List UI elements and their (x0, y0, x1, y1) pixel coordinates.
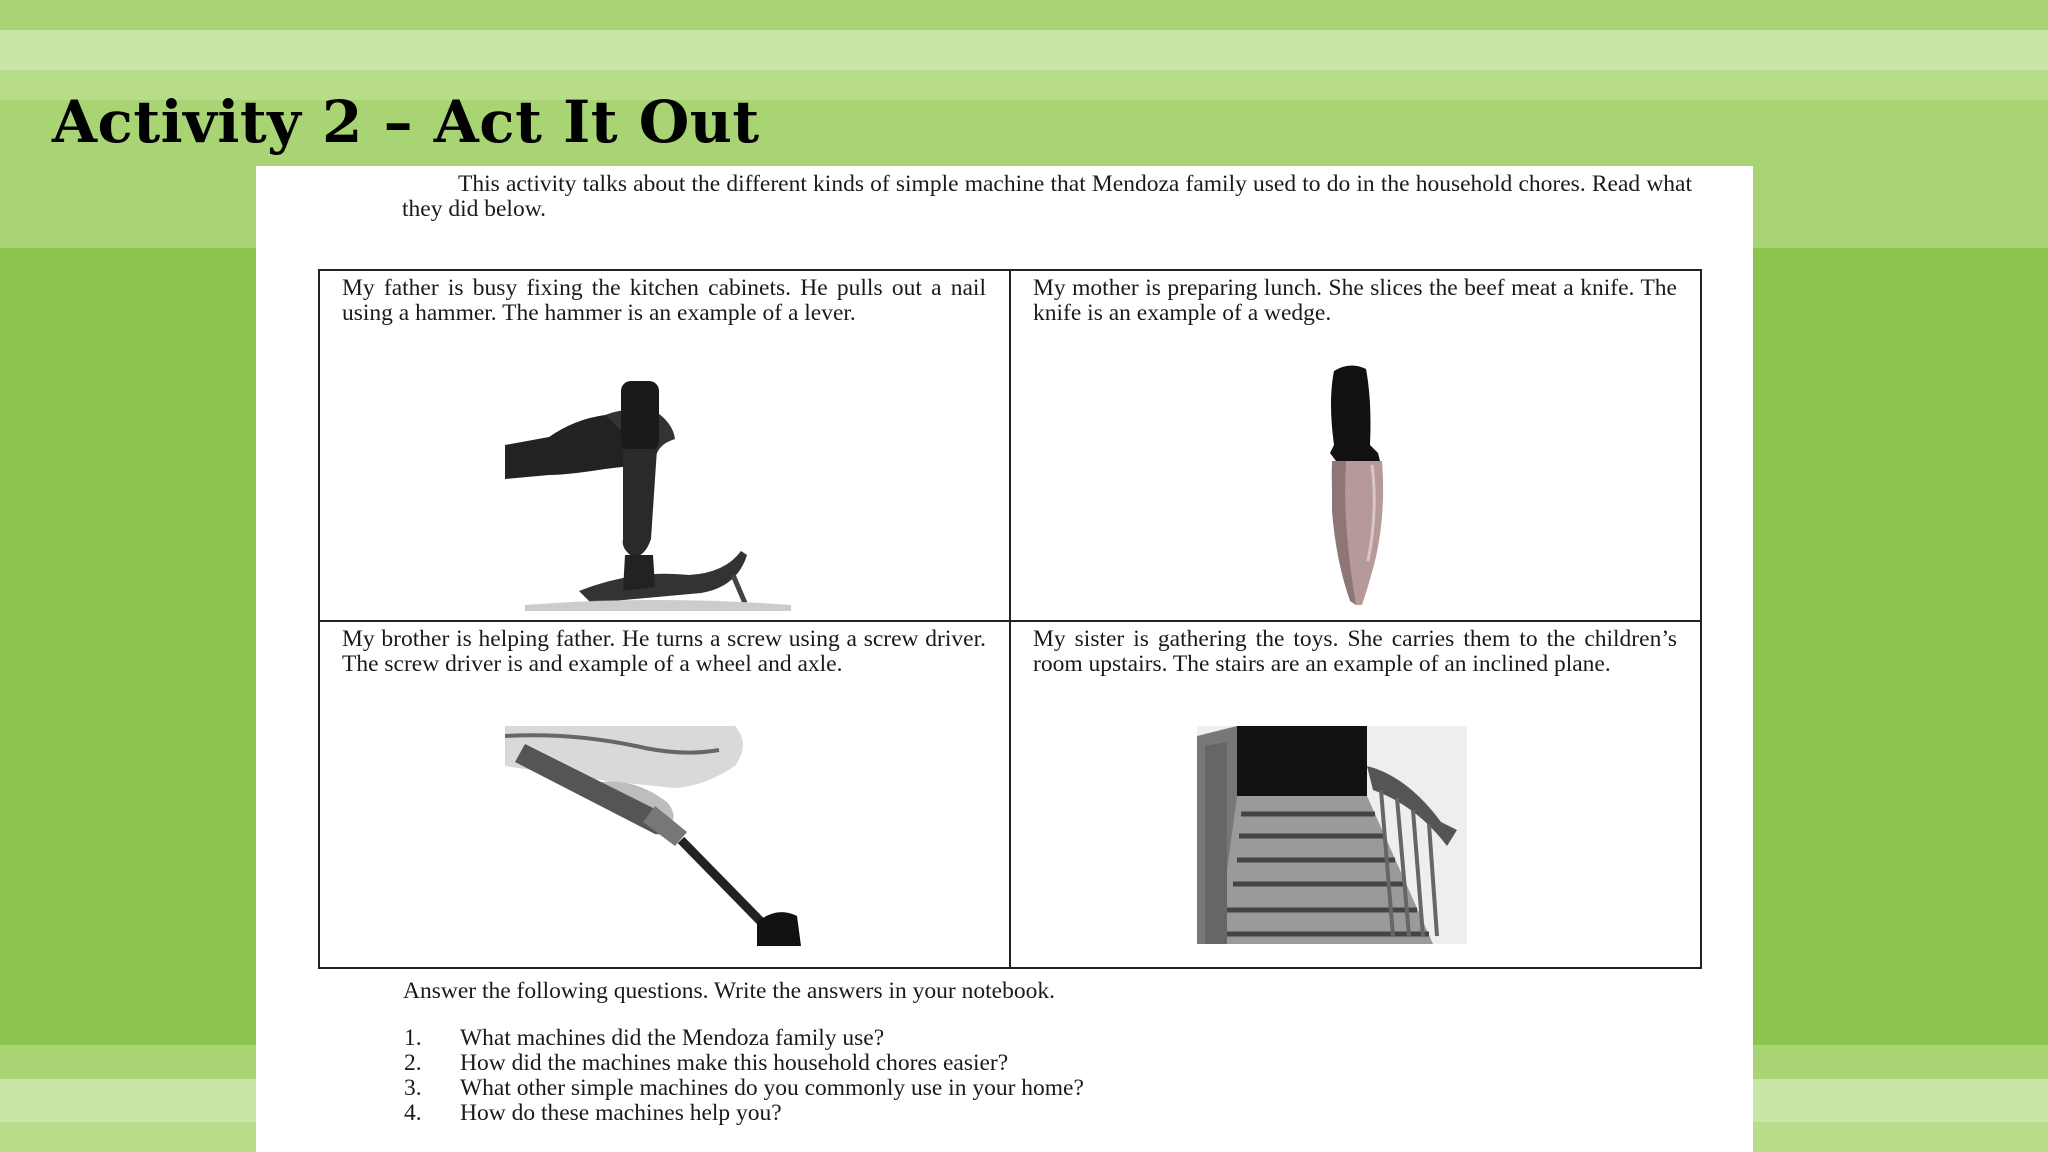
list-item (404, 1076, 1084, 1101)
cell-text-sister: My sister is gathering the toys. She carries them to the children’s room upstairs. The stairs are an example of an inclined plane. (1033, 626, 1677, 677)
question-text: What machines did the Mendoza family use? (460, 1025, 885, 1051)
question-text: What other simple machines do you commonly use in your home? (460, 1075, 1084, 1101)
table-cell-brother (320, 622, 1010, 971)
question-number: 3. (404, 1075, 422, 1101)
activity-table (318, 269, 1702, 969)
question-text: How do these machines help you? (460, 1100, 782, 1126)
worksheet-document (256, 166, 1753, 1152)
question-list (404, 1026, 1084, 1126)
top-band-light (0, 0, 2048, 30)
cell-text-brother: My brother is helping father. He turns a screw using a screw driver. The screw driver is and example of a wheel and axle. (342, 626, 986, 677)
list-item (404, 1026, 1084, 1051)
slide-title: Activity 2 – Act It Out (52, 88, 760, 156)
question-number: 2. (404, 1050, 422, 1076)
question-text: How did the machines make this household chores easier? (460, 1050, 1009, 1076)
knife-image (1316, 361, 1406, 611)
question-number: 4. (404, 1100, 422, 1126)
cell-text-father: My father is busy fixing the kitchen cabinets. He pulls out a nail using a hammer. The hammer is an example of a lever. (342, 275, 986, 326)
top-band-highlight (0, 30, 2048, 70)
table-cell-sister (1011, 622, 1701, 971)
table-cell-mother (1011, 271, 1701, 620)
cell-text-mother: My mother is preparing lunch. She slices the beef meat a knife. The knife is an example of a wedge. (1033, 275, 1677, 326)
answer-instruction: Answer the following questions. Write the answers in your notebook. (403, 978, 1055, 1004)
screwdriver-image (505, 726, 825, 946)
hammer-image (505, 379, 805, 619)
list-item (404, 1101, 1084, 1126)
table-cell-father (320, 271, 1010, 620)
staircase-image (1197, 726, 1467, 944)
question-number: 1. (404, 1025, 422, 1051)
intro-paragraph: This activity talks about the different kinds of simple machine that Mendoza family used to do in the household chores. Read what they did below. (402, 171, 1692, 222)
list-item (404, 1051, 1084, 1076)
